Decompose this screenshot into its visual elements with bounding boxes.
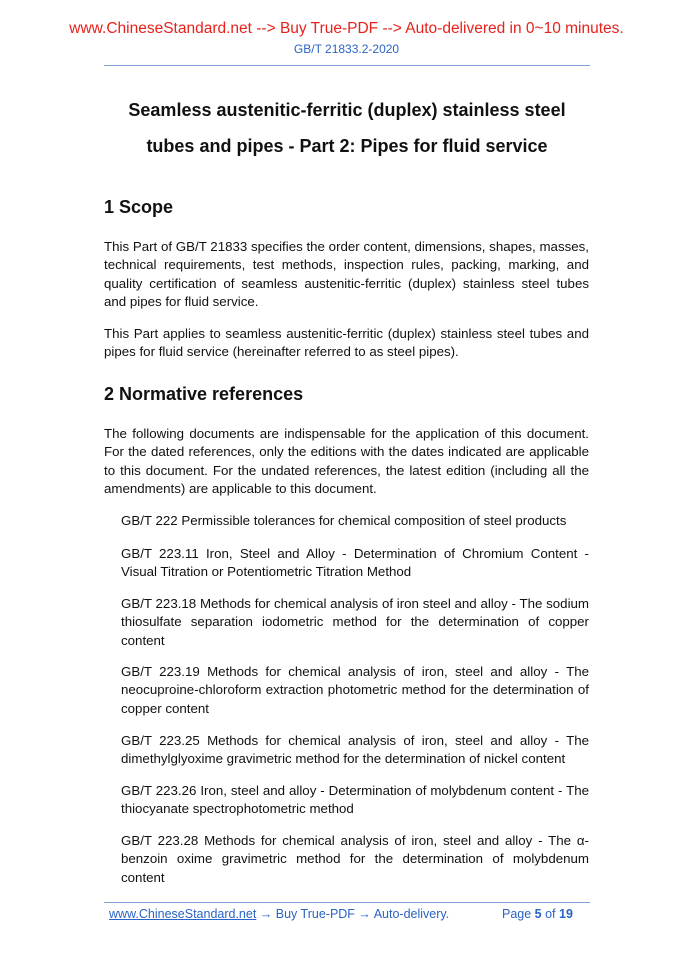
document-title (104, 92, 590, 164)
reference-item: GB/T 223.11 Iron, Steel and Alloy - Determination of Chromium Content - Visual Titration or Potentiometric Titration Method (121, 546, 589, 580)
section-heading-normative-references: 2 Normative references (104, 384, 304, 404)
reference-item: GB/T 223.18 Methods for chemical analysis of iron steel and alloy - The sodium thiosulfate separation iodometric method for the determination of copper content (121, 596, 589, 648)
banner: www.ChineseStandard.net --> Buy True-PDF --> Auto-delivered in 0~10 minutes. (69, 20, 624, 37)
header-rule (104, 65, 590, 66)
footer-tagline: → Buy True-PDF → Auto-delivery. (256, 907, 450, 921)
page-indicator (502, 906, 573, 922)
reference-item: GB/T 223.19 Methods for chemical analysis of iron, steel and alloy - The neocuproine-chloroform extraction photometric method for the determination of copper content (121, 664, 589, 716)
scope-paragraph-2: This Part applies to seamless austenitic-ferritic (duplex) stainless steel tubes and pipes for fluid service (hereinafter referred to as steel pipes). (104, 326, 589, 360)
page-of: of (541, 907, 559, 921)
footer-link[interactable]: www.ChineseStandard.net (109, 907, 257, 921)
standard-code: GB/T 21833.2-2020 (293, 42, 400, 56)
reference-item: GB/T 223.26 Iron, steel and alloy - Determination of molybdenum content - The thiocyanate spectrophotometric method (121, 783, 589, 817)
footer-rule (104, 902, 590, 903)
title-line-1: Seamless austenitic-ferritic (duplex) stainless steel (128, 100, 566, 120)
scope-paragraph-1: This Part of GB/T 21833 specifies the order content, dimensions, shapes, masses, technical requirements, test methods, inspection rules, packing, marking, and quality certification of seamless austenitic-ferritic (duplex) stainless steel tubes and pipes for fluid service. (104, 239, 589, 309)
page-total: 19 (559, 907, 573, 921)
title-line-2: tubes and pipes - Part 2: Pipes for fluid service (146, 136, 548, 156)
reference-item: GB/T 223.28 Methods for chemical analysis of iron, steel and alloy - The α-benzoin oxime gravimetric method for the determination of molybdenum content (121, 833, 589, 885)
reference-item: GB/T 222 Permissible tolerances for chemical composition of steel products (121, 513, 567, 528)
footer-left (109, 906, 449, 922)
page-label: Page (502, 907, 535, 921)
page-current: 5 (534, 907, 542, 921)
reference-item: GB/T 223.25 Methods for chemical analysis of iron, steel and alloy - The dimethylglyoxime gravimetric method for the determination of nickel content (121, 733, 589, 767)
normative-intro-paragraph: The following documents are indispensable for the application of this document. For the dated references, only the editions with the dates indicated are applicable to this document. For the undated references, the latest edition (including all the amendments) are applicable to this document. (104, 426, 589, 496)
section-heading-scope: 1 Scope (104, 197, 174, 217)
